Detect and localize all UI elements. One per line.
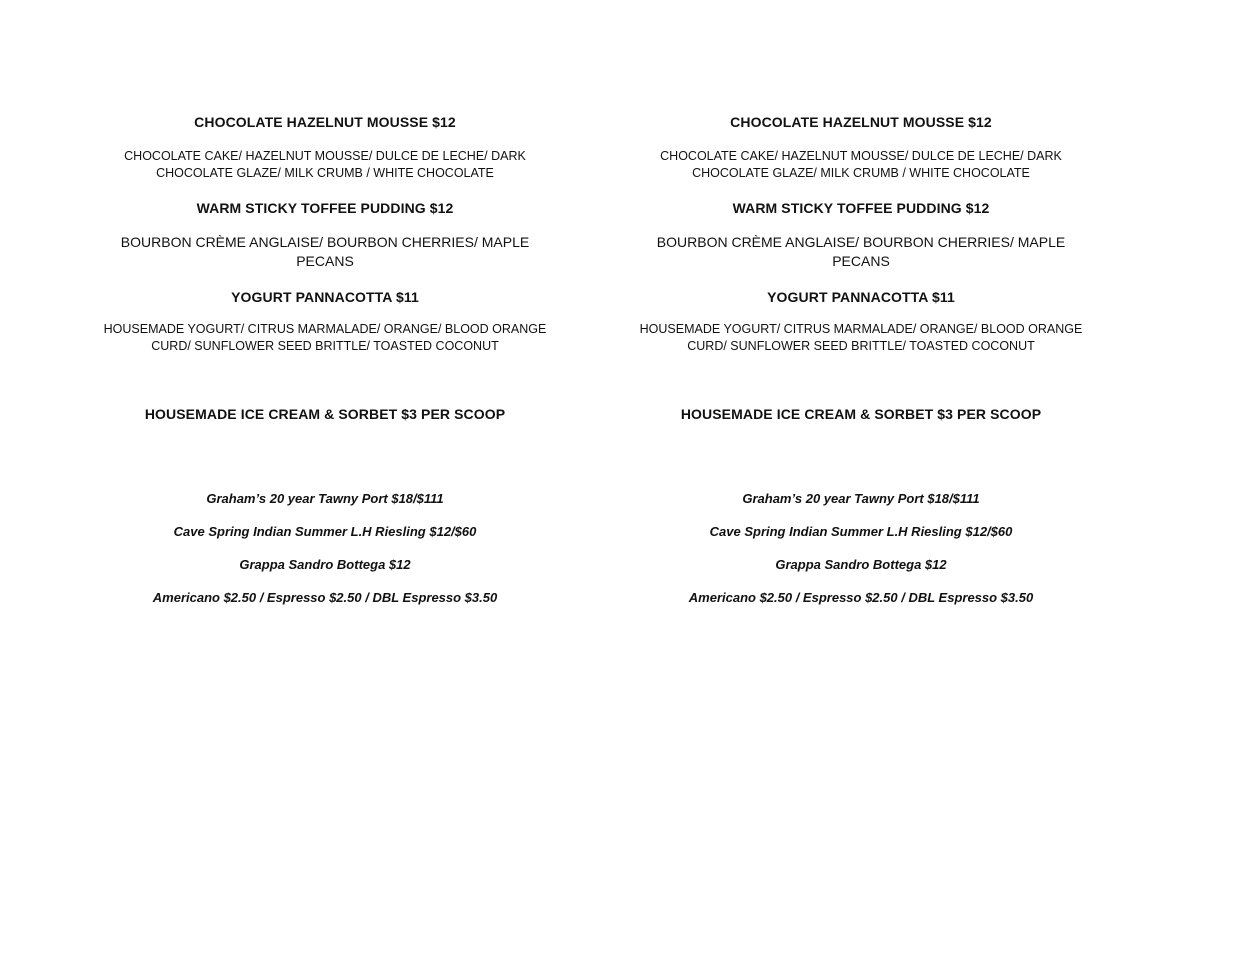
dessert-description-line: CHOCOLATE GLAZE/ MILK CRUMB / WHITE CHOCOLATE	[156, 166, 494, 180]
menu-column-right	[626, 0, 1096, 960]
drink-item: Graham’s 20 year Tawny Port $18/$111	[206, 491, 444, 506]
ice-cream-title: HOUSEMADE ICE CREAM & SORBET $3 PER SCOOP	[144, 406, 506, 422]
drink-item: Americano $2.50 / Espresso $2.50 / DBL Espresso $3.50	[688, 590, 1034, 605]
dessert-description-line: BOURBON CRÈME ANGLAISE/ BOURBON CHERRIES/ MAPLE	[656, 234, 1066, 250]
dessert-description-line: CHOCOLATE CAKE/ HAZELNUT MOUSSE/ DULCE DE LECHE/ DARK	[124, 149, 526, 163]
dessert-description-line: CHOCOLATE GLAZE/ MILK CRUMB / WHITE CHOCOLATE	[692, 166, 1030, 180]
dessert-title: YOGURT PANNACOTTA $11	[231, 289, 419, 305]
drink-item: Grappa Sandro Bottega $12	[239, 557, 411, 572]
drink-item: Cave Spring Indian Summer L.H Riesling $12/$60	[173, 524, 477, 539]
drink-item: Graham’s 20 year Tawny Port $18/$111	[742, 491, 980, 506]
dessert-title: YOGURT PANNACOTTA $11	[767, 289, 955, 305]
drink-item: Grappa Sandro Bottega $12	[775, 557, 947, 572]
dessert-description-line: PECANS	[832, 253, 890, 269]
dessert-description-line: CURD/ SUNFLOWER SEED BRITTLE/ TOASTED COCONUT	[687, 339, 1035, 353]
dessert-title: WARM STICKY TOFFEE PUDDING $12	[732, 200, 990, 216]
dessert-title: CHOCOLATE HAZELNUT MOUSSE $12	[194, 114, 456, 130]
dessert-description-line: CURD/ SUNFLOWER SEED BRITTLE/ TOASTED COCONUT	[151, 339, 499, 353]
dessert-title: WARM STICKY TOFFEE PUDDING $12	[196, 200, 454, 216]
dessert-description	[90, 321, 560, 355]
dessert-description	[626, 148, 1096, 182]
dessert-description	[626, 321, 1096, 355]
ice-cream-title: HOUSEMADE ICE CREAM & SORBET $3 PER SCOOP	[680, 406, 1042, 422]
drink-item: Cave Spring Indian Summer L.H Riesling $12/$60	[709, 524, 1013, 539]
dessert-description-line: PECANS	[296, 253, 354, 269]
dessert-description	[90, 233, 560, 271]
dessert-description	[90, 148, 560, 182]
dessert-description-line: HOUSEMADE YOGURT/ CITRUS MARMALADE/ ORANGE/ BLOOD ORANGE	[639, 322, 1083, 336]
dessert-description-line: HOUSEMADE YOGURT/ CITRUS MARMALADE/ ORANGE/ BLOOD ORANGE	[103, 322, 547, 336]
dessert-description-line: BOURBON CRÈME ANGLAISE/ BOURBON CHERRIES/ MAPLE	[120, 234, 530, 250]
dessert-description	[626, 233, 1096, 271]
drink-item: Americano $2.50 / Espresso $2.50 / DBL Espresso $3.50	[152, 590, 498, 605]
menu-column-left	[90, 0, 560, 960]
dessert-description-line: CHOCOLATE CAKE/ HAZELNUT MOUSSE/ DULCE DE LECHE/ DARK	[660, 149, 1062, 163]
dessert-title: CHOCOLATE HAZELNUT MOUSSE $12	[730, 114, 992, 130]
